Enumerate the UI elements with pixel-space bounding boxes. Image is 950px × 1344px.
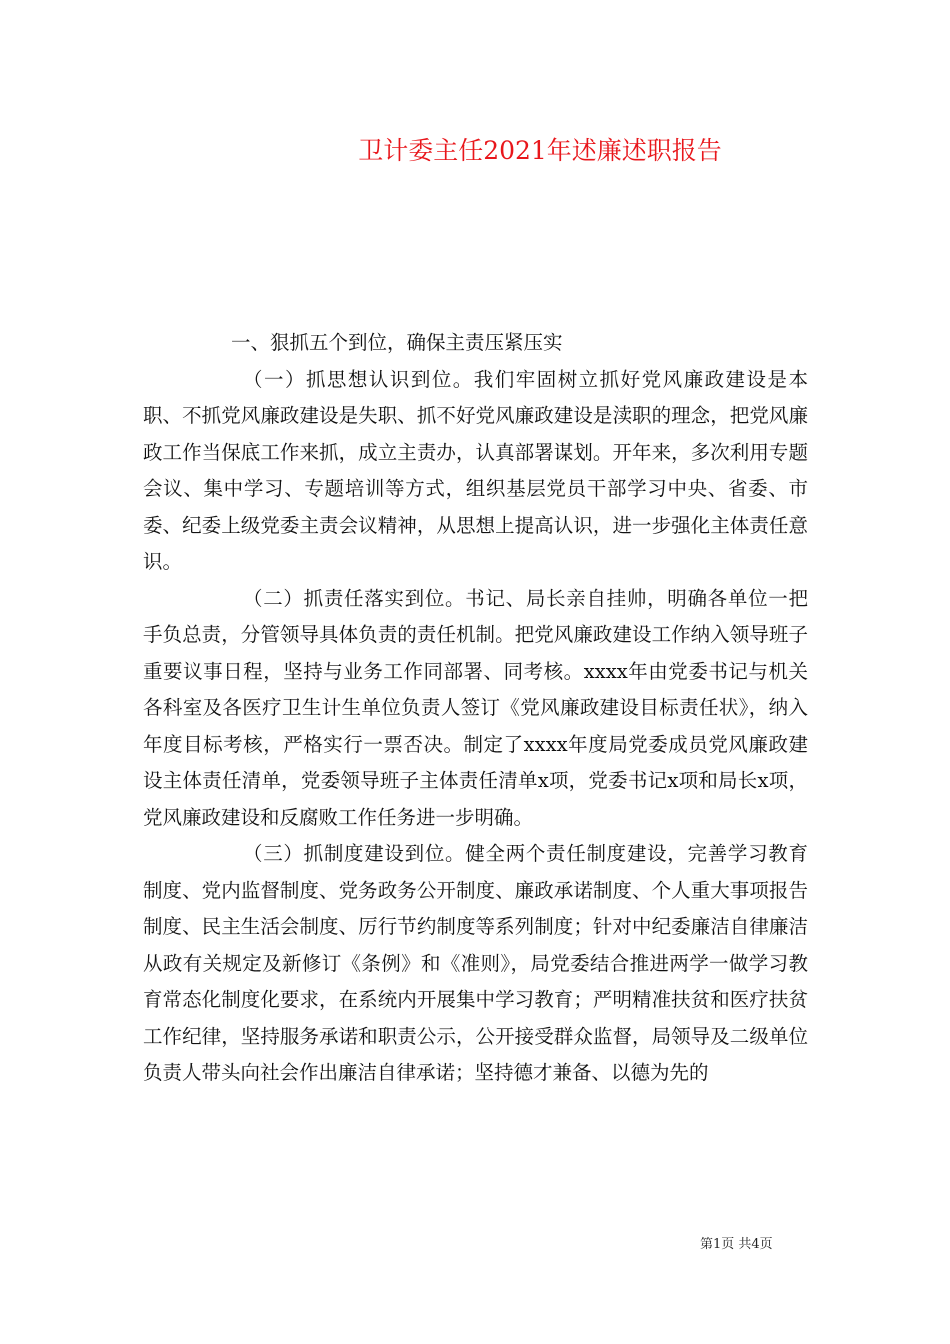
section-heading: 一、狠抓五个到位，确保主责压紧压实 [231,331,563,354]
paragraph-2: （二）抓责任落实到位。书记、局长亲自挂帅，明确各单位一把手负总责，分管领导具体负责的责任机制。把党风廉政建设工作纳入领导班子重要议事日程，坚持与业务工作同部署、同考核。xxxx年由党委书记与机关各科室及各医疗卫生计生单位负责人签订《党风廉政建设目标责任状》，纳入年度目标考核，严格实行一票否决。制定了xxxx年度局党委成员党风廉政建设主体责任清单，党委领导班子主体责任清单x项，党委书记x项和局长x项，党风廉政建设和反腐败工作任务进一步明确。 [143,586,808,829]
paragraph-3: （三）抓制度建设到位。健全两个责任制度建设，完善学习教育制度、党内监督制度、党务政务公开制度、廉政承诺制度、个人重大事项报告制度、民主生活会制度、厉行节约制度等系列制度；针对中纪委廉洁自律廉洁从政有关规定及新修订《条例》和《准则》，局党委结合推进两学一做学习教育常态化制度化要求，在系统内开展集中学习教育；严明精准扶贫和医疗扶贫工作纪律，坚持服务承诺和职责公示，公开接受群众监督，局领导及二级单位负责人带头向社会作出廉洁自律承诺；坚持德才兼备、以德为先的 [143,842,808,1084]
document-body [143,325,808,1092]
paragraph-1: （一）抓思想认识到位。我们牢固树立抓好党风廉政建设是本职、不抓党风廉政建设是失职、抓不好党风廉政建设是渎职的理念，把党风廉政工作当保底工作来抓，成立主责办，认真部署谋划。开年来，多次利用专题会议、集中学习、专题培训等方式，组织基层党员干部学习中央、省委、市委、纪委上级党委主责会议精神，从思想上提高认识，进一步强化主体责任意识。 [143,367,808,573]
page-number-footer: 第1页 共4页 [700,1237,773,1252]
document-title: 卫计委主任2021年述廉述职报告 [358,136,722,165]
